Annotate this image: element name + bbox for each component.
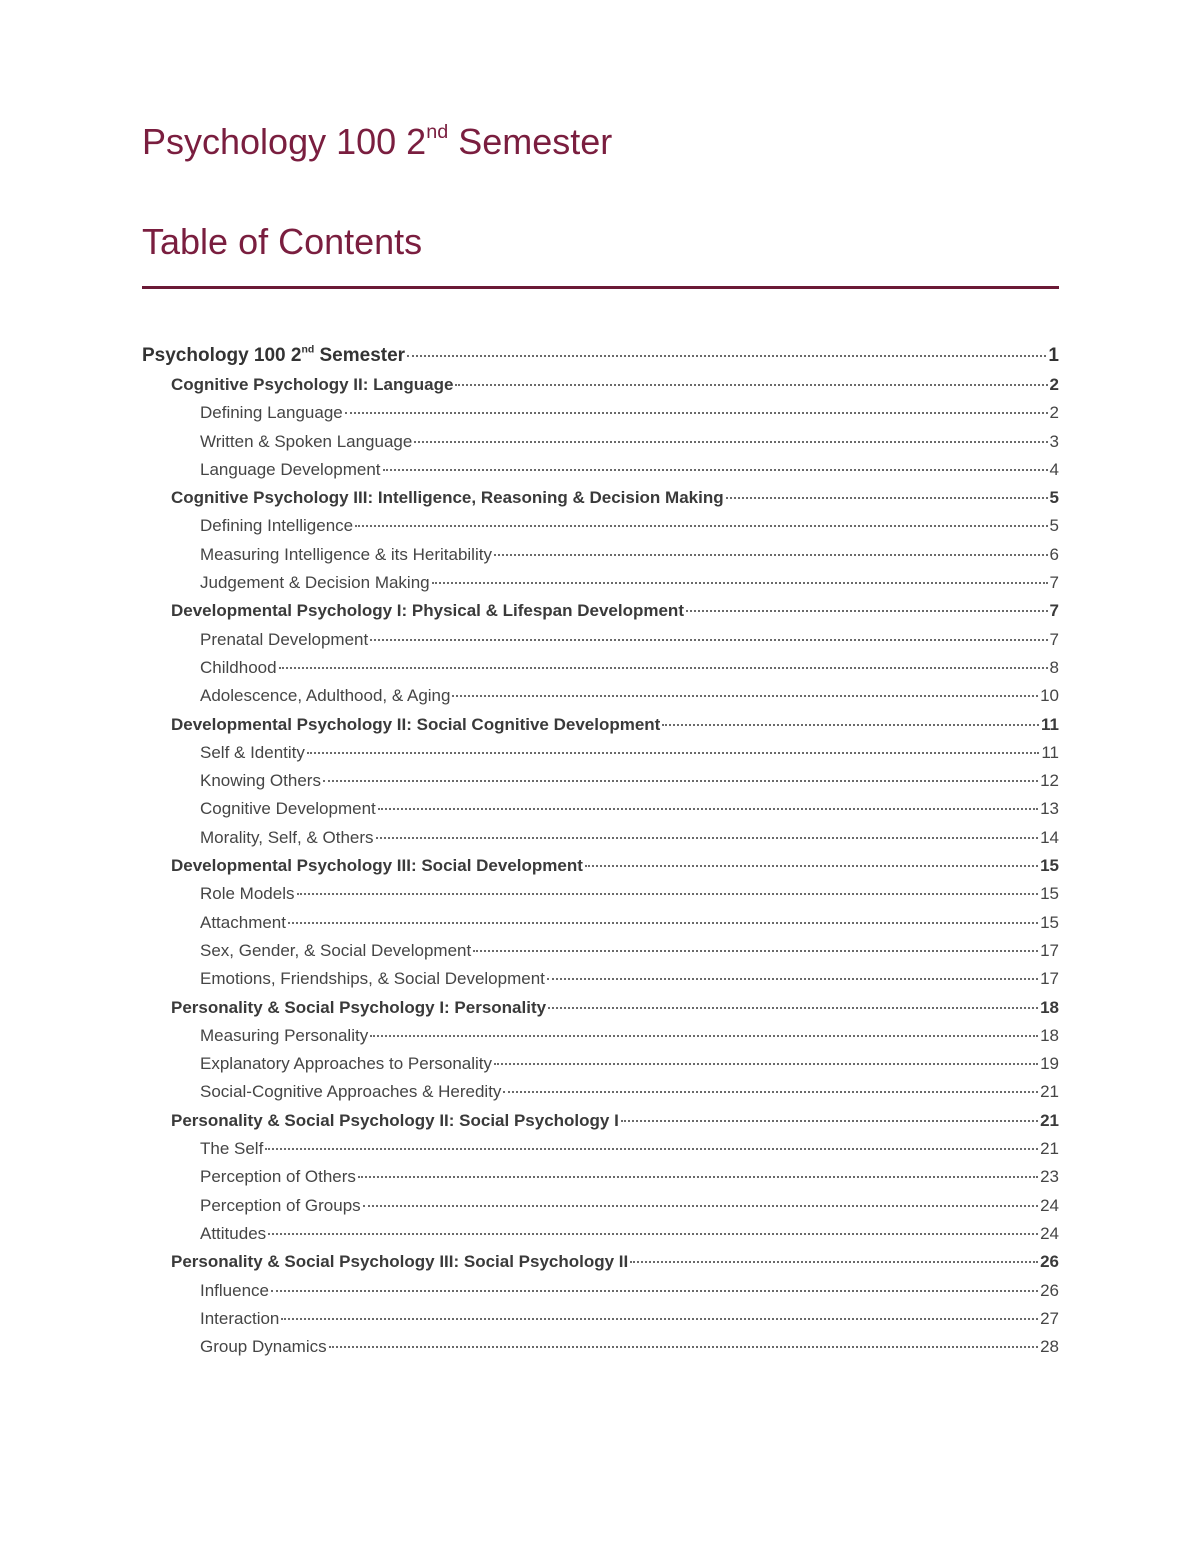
toc-entry[interactable]: [142, 1107, 1059, 1135]
toc-entry-label: [200, 512, 353, 540]
toc-entry-label-text: Personality & Social Psychology III: Social Psychology II: [171, 1252, 629, 1272]
toc-entry[interactable]: [142, 880, 1059, 908]
toc-entry-label: [200, 965, 545, 993]
toc-entry[interactable]: [142, 541, 1059, 569]
toc-page-number: 24: [1040, 1223, 1059, 1243]
toc-entry-label-text: Cognitive Development: [200, 799, 376, 819]
toc-entry-label: [200, 739, 305, 767]
dot-leader: [432, 582, 1048, 584]
toc-entry-label: [200, 1022, 368, 1050]
dot-leader: [288, 922, 1038, 924]
toc-entry-label-text: Childhood: [200, 657, 277, 677]
toc-entry-label: [200, 937, 471, 965]
toc-entry-label: [200, 626, 368, 654]
dot-leader: [281, 1318, 1038, 1320]
toc-page-number: 27: [1040, 1308, 1059, 1328]
toc-entry-label-text: Judgement & Decision Making: [200, 573, 430, 593]
toc-entry-label-text: Cognitive Psychology II: Language: [171, 375, 454, 394]
dot-leader: [452, 695, 1038, 697]
toc-entry[interactable]: [142, 626, 1059, 654]
toc-entry-label-text: Developmental Psychology II: Social Cognitive Development: [171, 714, 661, 734]
toc-page-number: 7: [1049, 601, 1059, 621]
dot-leader: [307, 752, 1039, 754]
toc-entry-label: [200, 569, 430, 597]
toc-entry-label-text: Written & Spoken Language: [200, 431, 413, 451]
toc-entry-label-rest: Semester: [314, 345, 406, 366]
table-of-contents: [142, 341, 1059, 1361]
toc-entry[interactable]: [142, 1248, 1059, 1276]
toc-page-number: 18: [1040, 1025, 1059, 1045]
toc-entry-label-text: Attachment: [200, 912, 286, 932]
dot-leader: [268, 1233, 1038, 1235]
dot-leader: [621, 1120, 1038, 1122]
dot-leader: [473, 950, 1038, 952]
document-title-main: Psychology 100 2: [142, 121, 427, 162]
dot-leader: [407, 355, 1046, 357]
toc-entry[interactable]: [142, 994, 1059, 1022]
toc-entry-label: [200, 456, 381, 484]
dot-leader: [585, 865, 1038, 867]
toc-entry-label-text: Psychology 100 2: [142, 345, 302, 366]
toc-entry-label: [200, 428, 412, 456]
toc-entry[interactable]: [142, 456, 1059, 484]
toc-entry-label-text: Language Development: [200, 459, 381, 479]
toc-entry-label-text: Self & Identity: [200, 742, 305, 762]
toc-entry[interactable]: [142, 1220, 1059, 1248]
toc-entry-label: [200, 795, 376, 823]
dot-leader: [547, 978, 1038, 980]
toc-entry-label-text: Emotions, Friendships, & Social Development: [200, 969, 545, 989]
toc-page-number: 3: [1049, 431, 1059, 451]
toc-entry[interactable]: [142, 1192, 1059, 1220]
toc-entry[interactable]: [142, 1163, 1059, 1191]
toc-page-number: 12: [1040, 771, 1059, 791]
toc-entry-label: [200, 1277, 269, 1305]
toc-entry-label-text: Personality & Social Psychology I: Personality: [171, 997, 547, 1017]
toc-entry-label-text: Perception of Others: [200, 1167, 356, 1187]
toc-page-number: 2: [1049, 403, 1059, 423]
dot-leader: [355, 525, 1047, 527]
toc-entry-label: [171, 852, 583, 880]
toc-page-number: 13: [1040, 799, 1059, 819]
toc-entry[interactable]: [142, 1305, 1059, 1333]
dot-leader: [370, 1035, 1038, 1037]
toc-entry-label-text: Explanatory Approaches to Personality: [200, 1054, 493, 1074]
document-title: [142, 118, 612, 166]
toc-entry[interactable]: [142, 1135, 1059, 1163]
toc-entry-label-text: Defining Language: [200, 403, 343, 423]
toc-entry[interactable]: [142, 739, 1059, 767]
toc-entry-label: [171, 597, 684, 625]
toc-entry[interactable]: [142, 654, 1059, 682]
dot-leader: [323, 780, 1038, 782]
toc-page-number: 15: [1040, 884, 1059, 904]
toc-entry[interactable]: [142, 965, 1059, 993]
toc-entry[interactable]: [142, 909, 1059, 937]
toc-entry-label: [200, 1333, 327, 1361]
toc-entry-label: [171, 711, 660, 739]
toc-entry-label: [200, 541, 492, 569]
dot-leader: [279, 667, 1048, 669]
dot-leader: [370, 639, 1047, 641]
heading-divider: [142, 286, 1059, 289]
toc-entry[interactable]: [142, 341, 1059, 371]
toc-entry-label-text: Defining Intelligence: [200, 516, 354, 536]
toc-entry-label-text: The Self: [200, 1139, 264, 1159]
toc-entry-label: [171, 1248, 628, 1276]
toc-entry[interactable]: [142, 428, 1059, 456]
dot-leader: [265, 1148, 1038, 1150]
toc-page-number: 4: [1049, 459, 1059, 479]
toc-entry[interactable]: [142, 569, 1059, 597]
toc-entry-label-text: Prenatal Development: [200, 629, 369, 649]
toc-entry-label: [200, 880, 295, 908]
toc-page-number: 15: [1040, 856, 1059, 876]
toc-page-number: 19: [1040, 1054, 1059, 1074]
toc-entry-label: [171, 371, 453, 399]
toc-page-number: 21: [1040, 1110, 1059, 1130]
toc-entry-label: [200, 654, 277, 682]
toc-page-number: 21: [1040, 1139, 1059, 1159]
toc-entry-label: [142, 341, 405, 371]
toc-entry-label-text: Interaction: [200, 1308, 280, 1328]
toc-entry[interactable]: [142, 512, 1059, 540]
toc-page-number: 26: [1040, 1252, 1059, 1272]
toc-entry-superscript: nd: [301, 344, 315, 356]
toc-page-number: 24: [1040, 1195, 1059, 1215]
toc-entry[interactable]: [142, 371, 1059, 399]
toc-entry-label: [200, 1220, 266, 1248]
toc-page-number: 17: [1040, 940, 1059, 960]
dot-leader: [345, 412, 1048, 414]
toc-entry-label-text: Role Models: [200, 884, 295, 904]
toc-entry-label: [171, 994, 546, 1022]
toc-entry[interactable]: [142, 1333, 1059, 1361]
toc-entry-label-text: Influence: [200, 1280, 269, 1300]
toc-entry[interactable]: [142, 1050, 1059, 1078]
toc-entry[interactable]: [142, 937, 1059, 965]
dot-leader: [503, 1091, 1038, 1093]
dot-leader: [494, 554, 1048, 556]
toc-entry-label: [171, 1107, 619, 1135]
toc-page-number: 26: [1040, 1280, 1059, 1300]
dot-leader: [378, 808, 1038, 810]
toc-page-number: 18: [1040, 997, 1059, 1017]
toc-entry-label: [200, 682, 450, 710]
toc-entry[interactable]: [142, 399, 1059, 427]
dot-leader: [329, 1346, 1038, 1348]
toc-page-number: 11: [1041, 714, 1059, 734]
toc-entry-label-text: Measuring Personality: [200, 1025, 369, 1045]
toc-page-number: 10: [1040, 686, 1059, 706]
toc-entry-label: [200, 909, 286, 937]
toc-page-number: 23: [1040, 1167, 1059, 1187]
toc-entry-label: [200, 1305, 279, 1333]
toc-page-number: 7: [1049, 573, 1059, 593]
toc-entry[interactable]: [142, 484, 1059, 512]
toc-entry[interactable]: [142, 1277, 1059, 1305]
toc-page-number: 21: [1040, 1082, 1059, 1102]
toc-page-number: 8: [1049, 657, 1059, 677]
dot-leader: [726, 497, 1048, 499]
toc-entry[interactable]: [142, 711, 1059, 739]
toc-entry[interactable]: [142, 1078, 1059, 1106]
toc-page-number: 11: [1041, 742, 1059, 762]
dot-leader: [414, 441, 1047, 443]
toc-entry-label: [200, 1163, 356, 1191]
document-title-superscript: nd: [426, 121, 449, 144]
dot-leader: [548, 1007, 1038, 1009]
toc-entry-label-text: Sex, Gender, & Social Development: [200, 940, 472, 960]
toc-page-number: 14: [1040, 827, 1059, 847]
toc-entry-label: [200, 1078, 501, 1106]
toc-entry-label-text: Morality, Self, & Others: [200, 827, 374, 847]
toc-heading: Table of Contents: [142, 221, 423, 262]
toc-page-number: 28: [1040, 1337, 1059, 1357]
dot-leader: [455, 384, 1047, 386]
dot-leader: [383, 469, 1048, 471]
dot-leader: [271, 1290, 1038, 1292]
toc-entry-label-text: Knowing Others: [200, 771, 321, 791]
toc-entry-label: [200, 1050, 492, 1078]
toc-entry-label: [200, 767, 321, 795]
dot-leader: [662, 724, 1039, 726]
toc-entry-label: [200, 399, 343, 427]
toc-entry[interactable]: [142, 824, 1059, 852]
toc-entry-label-text: Social-Cognitive Approaches & Heredity: [200, 1082, 502, 1102]
dot-leader: [494, 1063, 1038, 1065]
toc-entry[interactable]: [142, 597, 1059, 625]
toc-page-number: 7: [1049, 629, 1059, 649]
dot-leader: [686, 610, 1048, 612]
toc-entry-label-text: Group Dynamics: [200, 1337, 327, 1357]
toc-entry[interactable]: [142, 852, 1059, 880]
dot-leader: [358, 1176, 1038, 1178]
toc-entry-label: [200, 1135, 263, 1163]
toc-entry-label-text: Cognitive Psychology III: Intelligence, Reasoning & Decision Making: [171, 488, 724, 508]
toc-entry-label-text: Perception of Groups: [200, 1195, 361, 1215]
toc-page-number: 6: [1049, 544, 1059, 564]
dot-leader: [630, 1261, 1038, 1263]
toc-page-number: 15: [1040, 912, 1059, 932]
toc-entry-label: [171, 484, 724, 512]
toc-entry[interactable]: [142, 795, 1059, 823]
toc-page-number: 2: [1049, 375, 1059, 394]
toc-entry-label-text: Developmental Psychology III: Social Development: [171, 856, 583, 876]
toc-entry-label-text: Attitudes: [200, 1223, 267, 1243]
toc-entry[interactable]: [142, 767, 1059, 795]
toc-entry-label-text: Personality & Social Psychology II: Social Psychology I: [171, 1110, 619, 1130]
toc-page-number: 17: [1040, 969, 1059, 989]
toc-entry-label-text: Measuring Intelligence & its Heritability: [200, 544, 492, 564]
toc-entry-label-text: Adolescence, Adulthood, & Aging: [200, 686, 451, 706]
toc-entry[interactable]: [142, 682, 1059, 710]
toc-page-number: 1: [1048, 345, 1059, 366]
dot-leader: [376, 837, 1039, 839]
document-title-rest: Semester: [448, 121, 613, 162]
toc-entry[interactable]: [142, 1022, 1059, 1050]
toc-page-number: 5: [1049, 488, 1059, 508]
dot-leader: [297, 893, 1039, 895]
toc-page-number: 5: [1049, 516, 1059, 536]
toc-entry-label: [200, 824, 374, 852]
toc-entry-label: [200, 1192, 361, 1220]
toc-entry-label-text: Developmental Psychology I: Physical & Lifespan Development: [171, 601, 684, 621]
dot-leader: [363, 1205, 1038, 1207]
